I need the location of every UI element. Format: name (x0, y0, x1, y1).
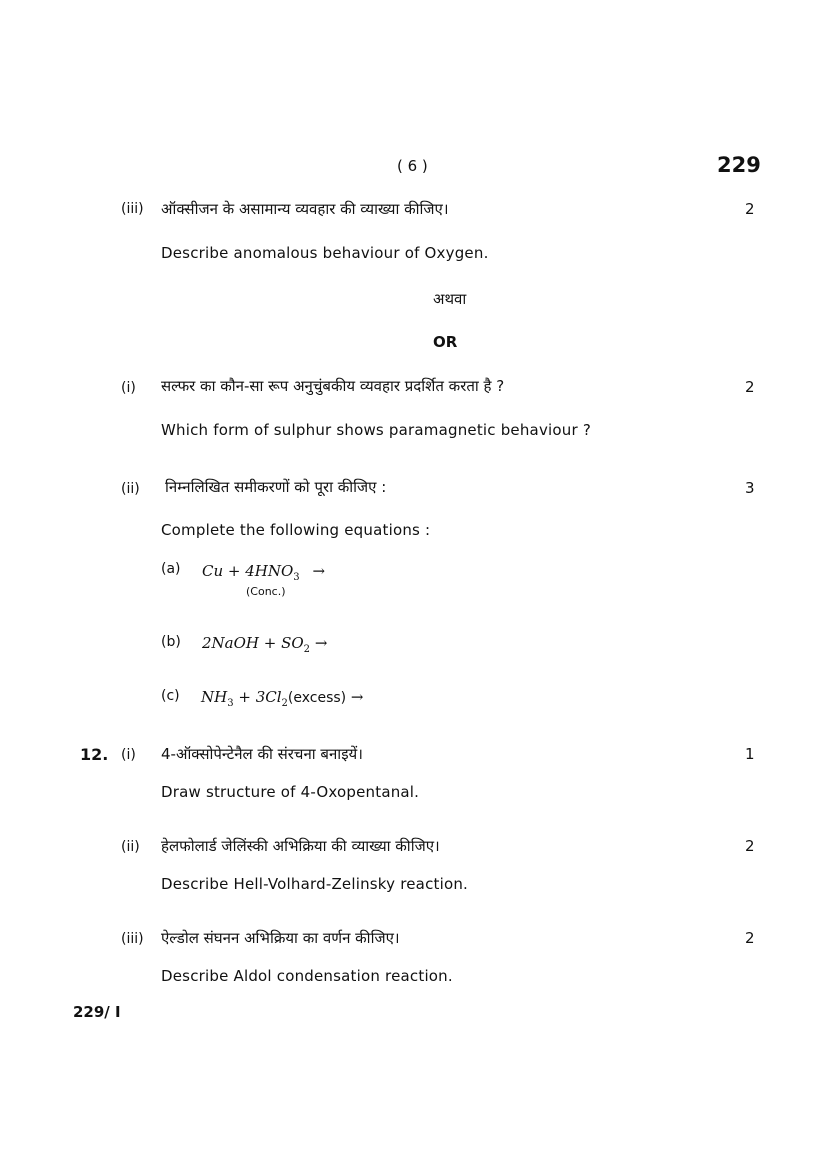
or-english: OR (433, 333, 458, 351)
question-label: (iii) (121, 931, 144, 947)
question-english: Draw structure of 4-Oxopentanal. (161, 783, 420, 801)
question-marks: 2 (745, 200, 755, 218)
question-label: (ii) (121, 839, 140, 855)
question-label: (ii) (121, 481, 140, 497)
question-number: 12. (80, 745, 109, 764)
equation-note: (Conc.) (246, 585, 286, 598)
question-hindi: निम्नलिखित समीकरणों को पूरा कीजिए : (165, 478, 387, 496)
question-label: (i) (121, 380, 136, 396)
footer-code: 229/ I (73, 1003, 121, 1021)
question-hindi: ऑक्सीजन के असामान्य व्यवहार की व्याख्या कीजिए। (161, 200, 449, 218)
question-label: (i) (121, 747, 136, 763)
equation-a: $Cu + 4HNO_3$ → (202, 562, 326, 583)
question-marks: 3 (745, 479, 755, 497)
question-english: Describe Aldol condensation reaction. (161, 967, 453, 985)
question-label: (iii) (121, 201, 144, 217)
question-hindi: हेलफोलार्ड जेलिंस्की अभिक्रिया की व्याख्या कीजिए। (161, 837, 440, 855)
equation-c: $NH_3$ + $3Cl_2(excess)$ → (201, 688, 364, 709)
equation-b: 2NaOH + $SO_2$ → (202, 634, 328, 655)
question-english: Describe anomalous behaviour of Oxygen. (161, 244, 489, 262)
paper-code: 229 (717, 153, 761, 177)
equation-label: (a) (161, 561, 181, 577)
question-english: Complete the following equations : (161, 521, 431, 539)
question-english: Which form of sulphur shows paramagnetic behaviour ? (161, 421, 591, 439)
equation-label: (c) (161, 688, 180, 704)
question-marks: 2 (745, 378, 755, 396)
page-number: ( 6 ) (397, 157, 428, 175)
question-marks: 2 (745, 837, 755, 855)
question-english: Describe Hell-Volhard-Zelinsky reaction. (161, 875, 469, 893)
or-hindi: अथवा (433, 290, 467, 308)
question-hindi: ऐल्डोल संघनन अभिक्रिया का वर्णन कीजिए। (161, 929, 400, 947)
question-hindi: 4-ऑक्सोपेन्टेनैल की संरचना बनाइयें। (161, 745, 363, 763)
equation-label: (b) (161, 634, 181, 650)
question-hindi: सल्फर का कौन-सा रूप अनुचुंबकीय व्यवहार प्रदर्शित करता है ? (161, 377, 505, 395)
question-marks: 2 (745, 929, 755, 947)
question-marks: 1 (745, 745, 755, 763)
